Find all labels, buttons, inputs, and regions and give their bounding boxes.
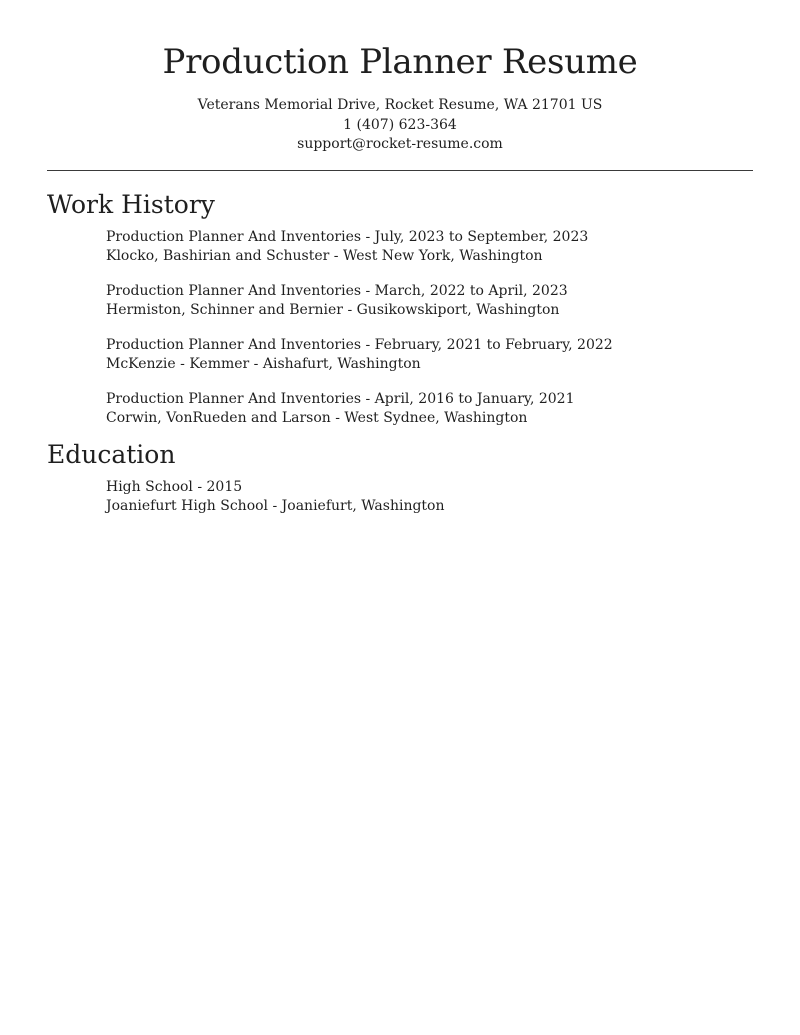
job-title-dates: Production Planner And Inventories - March, 2022 to April, 2023	[106, 282, 568, 299]
contact-phone: 1 (407) 623-364	[343, 116, 457, 133]
resume-header	[47, 0, 753, 155]
work-history-heading: Work History	[47, 189, 215, 219]
job-title-dates: Production Planner And Inventories - July, 2023 to September, 2023	[106, 228, 589, 245]
school-location: Joaniefurt High School - Joaniefurt, Washington	[106, 497, 445, 514]
work-history-section	[47, 190, 753, 428]
work-history-list	[47, 228, 753, 428]
contact-email: support@rocket-resume.com	[297, 136, 503, 152]
contact-info	[47, 96, 753, 155]
employer-location: Corwin, VonRueden and Larson - West Sydnee, Washington	[106, 409, 528, 426]
work-history-entry	[106, 336, 753, 374]
education-section	[47, 440, 753, 516]
employer-location: Klocko, Bashirian and Schuster - West New York, Washington	[106, 247, 543, 264]
job-title-dates: Production Planner And Inventories - April, 2016 to January, 2021	[106, 390, 575, 407]
work-history-entry	[106, 390, 753, 428]
employer-location: Hermiston, Schinner and Bernier - Gusikowskiport, Washington	[106, 301, 560, 318]
degree-year: High School - 2015	[106, 478, 243, 495]
header-divider	[47, 170, 753, 171]
work-history-entry	[106, 282, 753, 320]
education-entry	[106, 478, 753, 516]
page-title: Production Planner Resume	[162, 42, 638, 82]
employer-location: McKenzie - Kemmer - Aishafurt, Washington	[106, 355, 421, 372]
job-title-dates: Production Planner And Inventories - February, 2021 to February, 2022	[106, 336, 613, 353]
work-history-entry	[106, 228, 753, 266]
education-heading: Education	[47, 439, 176, 469]
education-list	[47, 478, 753, 516]
contact-address: Veterans Memorial Drive, Rocket Resume, WA 21701 US	[197, 97, 603, 113]
